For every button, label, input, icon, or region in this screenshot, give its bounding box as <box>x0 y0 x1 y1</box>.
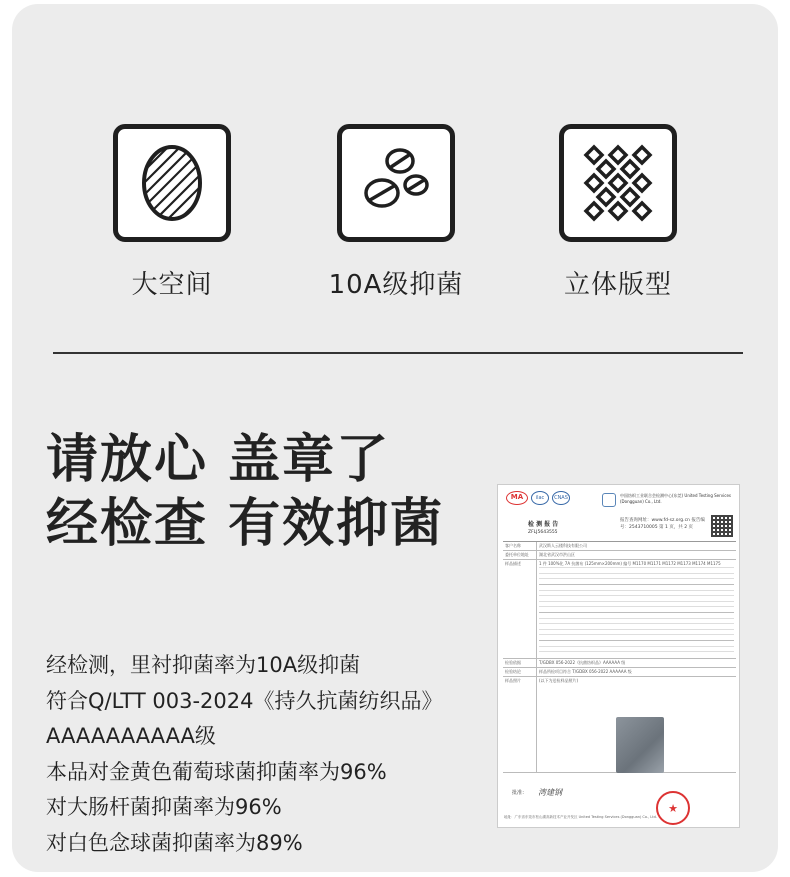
sample-code-list <box>539 567 734 657</box>
summary-line: 本品对金黄色葡萄球菌抑菌率为96% <box>46 759 387 784</box>
feature-antibacterial <box>316 124 476 301</box>
org-logo-icon <box>602 493 616 507</box>
pills-icon <box>337 124 455 242</box>
table-row: 客户名称 武汉斯人云楼科技有限公司 <box>503 542 736 551</box>
test-summary <box>46 648 442 861</box>
fabric-sample-photo <box>616 717 664 773</box>
table-row: 委托单位地址 湖北省武汉市洪山区 <box>503 551 736 560</box>
table-row: 检验结论 样品所检项目符合 T/GDBX 056-2022 AAAAAA 级 <box>503 668 736 677</box>
summary-line: 经检测，里衬抑菌率为10A级抑菌 <box>46 653 361 677</box>
headline-line-1: 请放心 盖章了 <box>46 430 391 490</box>
summary-line: 对白色念球菌抑菌率为89% <box>46 830 303 855</box>
feature-label: 大空间 <box>131 270 213 300</box>
ilac-logo: ilac <box>531 491 549 505</box>
cma-logo: MA <box>506 491 528 505</box>
feature-3d-shape <box>538 124 698 301</box>
signature: 湾建钢 <box>538 788 562 797</box>
approver-label: 批准： <box>512 790 528 796</box>
report-number: ZFLJ5643555 <box>528 530 558 535</box>
cnas-logo: CNAS <box>552 491 570 505</box>
table-row: 样品描述 1 件 100%化 7A 抗菌布 (125mm×200mm) 编号 M1170 M1171 M1172 M1173 M1174 M1175 <box>503 560 736 659</box>
red-seal-stamp: ★ <box>656 791 690 825</box>
feature-space <box>92 124 252 301</box>
feature-label: 10A级抑菌 <box>328 270 464 300</box>
oval-hatch-icon <box>113 124 231 242</box>
headline <box>46 428 444 556</box>
test-report-image <box>497 484 740 828</box>
summary-line: 对大肠杆菌抑菌率为96% <box>46 795 282 819</box>
feature-label: 立体版型 <box>563 270 672 300</box>
report-title: 检 测 报 告 ZFLJ5643555 <box>528 521 559 535</box>
table-row: 样品照片 (以下为送检样品照片) <box>503 677 736 773</box>
headline-line-2: 经检查 有效抑菌 <box>46 494 445 554</box>
diamond-grid-icon <box>559 124 677 242</box>
table-row: 检验依据 T/GDBX 056-2022《抗菌纺织品》AAAAAA 级 <box>503 659 736 668</box>
summary-line: 符合Q/LTT 003-2024《持久抗菌纺织品》 <box>46 688 443 713</box>
section-divider <box>53 352 743 354</box>
qr-code-icon <box>711 515 733 537</box>
report-organization: 中国纺织工业联合会检测中心(东莞) United Testing Services (Dongguan) Co., Ltd. <box>620 493 732 504</box>
summary-line: AAAAAAAAAA级 <box>46 724 216 748</box>
report-header-info: 报告查询网址：www.fd-sz.org.cn 报告编号：2543710005 第 1 页，共 2 页 <box>620 518 705 530</box>
certification-logos <box>506 491 570 505</box>
report-footer: 地址：广东省东莞市松山湖高新技术产业开发区 United Testing Services (Dongguan) Co., Ltd. <box>504 815 657 819</box>
